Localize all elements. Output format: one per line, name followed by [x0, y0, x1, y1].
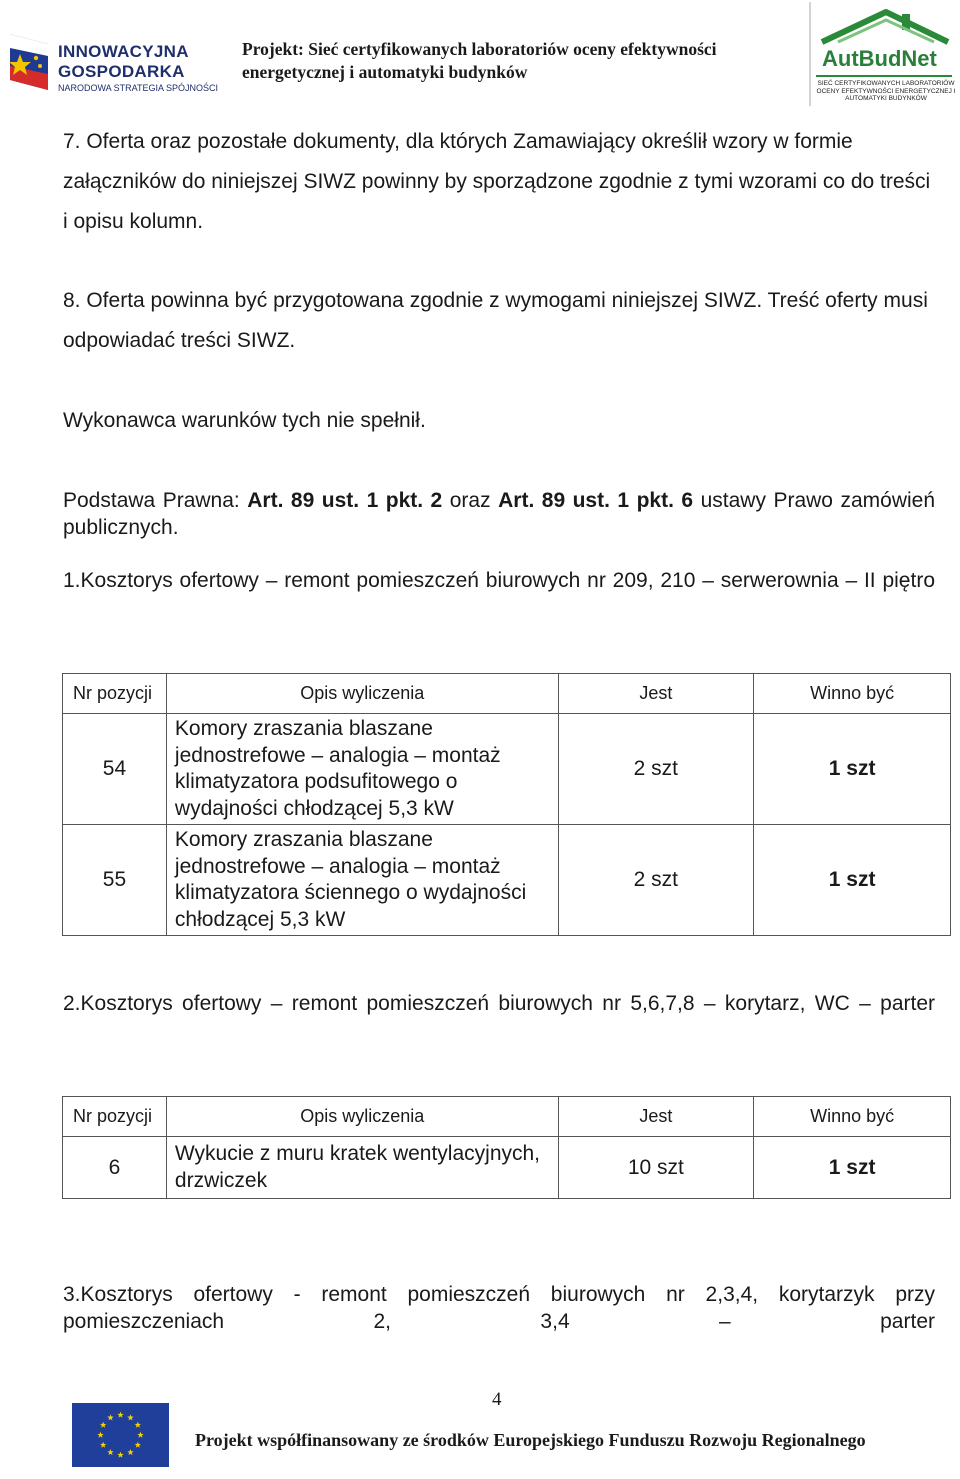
logo-line-3: NARODOWA STRATEGIA SPÓJNOŚCI [58, 83, 219, 93]
legal-article-2: Art. 89 ust. 1 pkt. 6 [498, 489, 694, 512]
cofinancing-note: Projekt współfinansowany ze środków Europejskiego Funduszu Rozwoju Regionalnego [195, 1430, 866, 1450]
row-nr: 54 [63, 714, 167, 825]
legal-basis-label: Podstawa Prawna: [63, 489, 240, 512]
page-header [0, 0, 960, 110]
row-opis: Komory zraszania blaszane jednostrefowe – analogia – montaż klimatyzatora podsufitowego o wydajności chłodzącej 5,3 kW [166, 714, 558, 825]
row-winno: 1 szt [754, 825, 951, 936]
autbudnet-subtitle: SIEĆ CERTYFIKOWANYCH LABORATORIÓW OCENY EFEKTYWNOŚCI ENERGETYCZNEJ I AUTOMATYKI BUDYNKÓW [816, 80, 956, 102]
table-row [63, 1137, 951, 1199]
row-winno: 1 szt [754, 714, 951, 825]
logo-line-2: GOSPODARKA [58, 62, 185, 81]
row-winno: 1 szt [754, 1137, 951, 1199]
paragraph-7: 7. Oferta oraz pozostałe dokumenty, dla których Zamawiający określił wzory w formie załączników do niniejszej SIWZ powinny by sporządzone zgodnie z tymi wzorami co do treści i opisu kolumn. [63, 130, 931, 233]
header-winno-byc: Winno być [754, 674, 951, 714]
section-3-heading: 3.Kosztorys ofertowy - remont pomieszczeń biurowych nr 2,3,4, korytarzyk przy pomieszczeniach 2, 3,4 – parter [63, 1283, 935, 1333]
table-row [63, 825, 951, 936]
header-nr-pozycji: Nr pozycji [63, 674, 167, 714]
star-flag-icon [6, 30, 52, 94]
row-jest: 2 szt [558, 825, 754, 936]
header-opis-wyliczenia: Opis wyliczenia [166, 1097, 558, 1137]
page-number: 4 [492, 1389, 502, 1410]
row-opis: Wykucie z muru kratek wentylacyjnych, drzwiczek [166, 1137, 558, 1199]
row-opis: Komory zraszania blaszane jednostrefowe – analogia – montaż klimatyzatora ściennego o wydajności chłodzącej 5,3 kW [166, 825, 558, 936]
header-jest: Jest [558, 674, 754, 714]
cost-table-1 [62, 673, 951, 936]
legal-article-1: Art. 89 ust. 1 pkt. 2 [247, 489, 443, 512]
section-1-heading: 1.Kosztorys ofertowy – remont pomieszczeń biurowych nr 209, 210 – serwerownia – II piętro [63, 569, 935, 592]
project-title: Projekt: Sieć certyfikowanych laboratoriów oceny efektywności energetycznej i automatyki budynków [242, 39, 717, 82]
row-nr: 55 [63, 825, 167, 936]
header-winno-byc: Winno być [754, 1097, 951, 1137]
legal-basis [63, 487, 935, 541]
logo-line-1: INNOWACYJNA [58, 42, 189, 61]
legal-basis-rest: ustawy Prawo zamówień publicznych. [63, 489, 936, 539]
header-opis-wyliczenia: Opis wyliczenia [166, 674, 558, 714]
row-jest: 10 szt [558, 1137, 754, 1199]
autbudnet-name: AutBudNet [822, 46, 937, 71]
row-jest: 2 szt [558, 714, 754, 825]
legal-conjunction: oraz [449, 489, 491, 512]
header-jest: Jest [558, 1097, 754, 1137]
row-nr: 6 [63, 1137, 167, 1199]
section-2-heading: 2.Kosztorys ofertowy – remont pomieszczeń biurowych nr 5,6,7,8 – korytarz, WC – parter [63, 992, 935, 1015]
innowacyjna-gospodarka-logo [6, 22, 219, 100]
autbudnet-logo [808, 2, 956, 106]
table-header-row [63, 1097, 951, 1137]
paragraph-8: 8. Oferta powinna być przygotowana zgodnie z wymogami niniejszej SIWZ. Treść oferty musi odpowiadać treści SIWZ. [63, 289, 928, 352]
contractor-statement: Wykonawca warunków tych nie spełnił. [63, 409, 426, 432]
table-header-row [63, 674, 951, 714]
eu-flag-icon [72, 1403, 169, 1467]
cost-table-2 [62, 1096, 951, 1199]
header-nr-pozycji: Nr pozycji [63, 1097, 167, 1137]
table-row [63, 714, 951, 825]
